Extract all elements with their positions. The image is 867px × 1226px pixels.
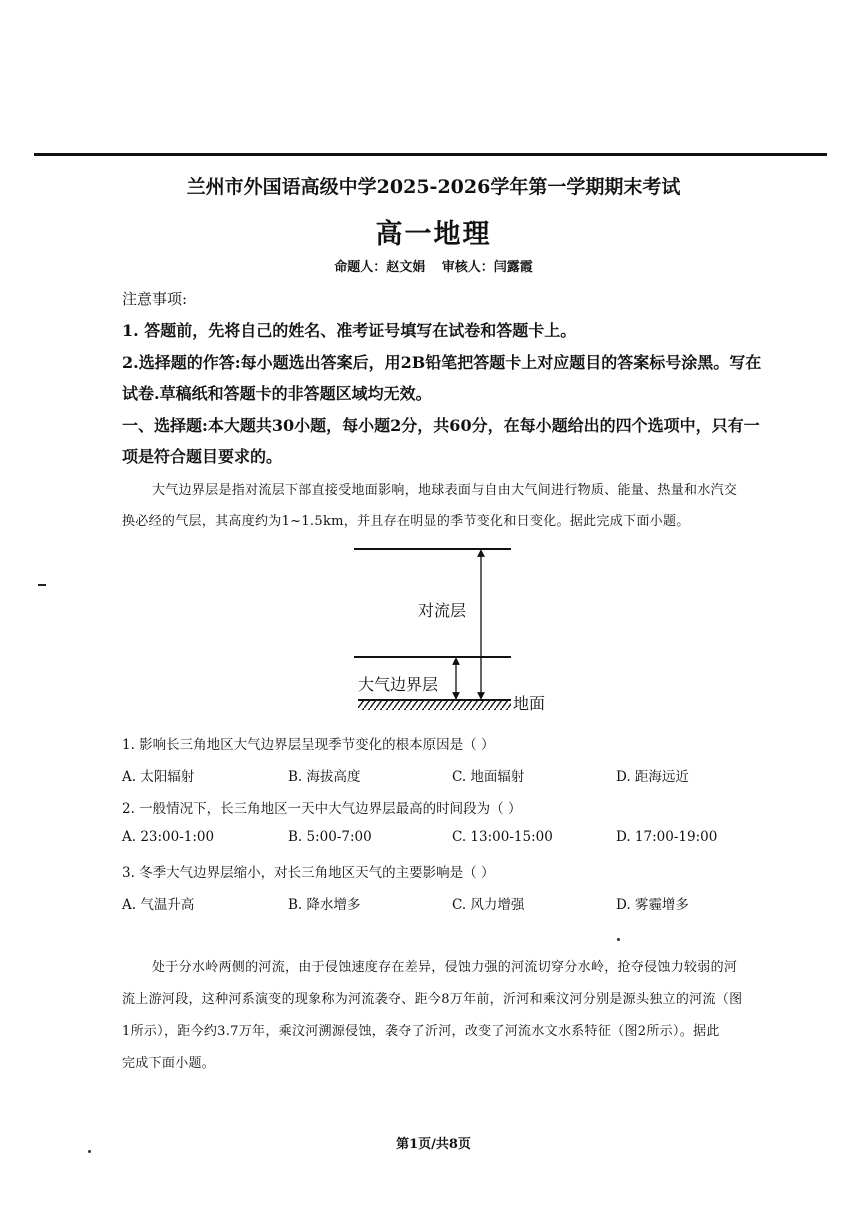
notice-item-2-line2: 试卷.草稿纸和答题卡的非答题区域均无效。 [122, 384, 432, 403]
question-3-option-b: B. 降水增多 [288, 897, 361, 913]
question-1-option-a: A. 太阳辐射 [122, 769, 195, 785]
question-1-stem: 1. 影响长三角地区大气边界层呈现季节变化的根本原因是（ ） [122, 737, 495, 753]
question-2-option-c: C. 13:00-15:00 [452, 829, 553, 845]
header-rule [34, 153, 827, 156]
notice-item-1: 1. 答题前，先将自己的姓名、准考证号填写在试卷和答题卡上。 [122, 321, 577, 340]
question-1-option-b: B. 海拔高度 [288, 769, 361, 785]
question-1-option-c: C. 地面辐射 [452, 769, 525, 785]
question-2-option-b: B. 5:00-7:00 [288, 829, 372, 845]
passage2-line3: 1所示），距今约3.7万年，乘汶河溯源侵蚀，袭夺了沂河，改变了河流水文水系特征（图2所示）。据此 [122, 1024, 720, 1039]
notice-item-2-line1: 2.选择题的作答:每小题选出答案后，用2B铅笔把答题卡上对应题目的答案标号涂黑。写在 [122, 353, 762, 372]
passage2-line4: 完成下面小题。 [122, 1056, 216, 1071]
ground-hatch [358, 701, 511, 710]
question-2-option-d: D. 17:00-19:00 [616, 829, 718, 845]
question-3-stem: 3. 冬季大气边界层缩小，对长三角地区天气的主要影响是（ ） [122, 865, 495, 881]
subject-title: 高一地理 [375, 219, 492, 250]
question-2-stem: 2. 一般情况下，长三角地区一天中大气边界层最高的时间段为（ ） [122, 801, 522, 817]
scan-dot [617, 938, 620, 941]
label-boundary-layer: 大气边界层 [358, 675, 439, 694]
passage2-line1: 处于分水岭两侧的河流，由于侵蚀速度存在差异，侵蚀力强的河流切穿分水岭，抢夺侵蚀力较弱的河 [152, 960, 738, 975]
question-3-option-d: D. 雾霾增多 [616, 897, 689, 913]
question-3-option-a: A. 气温升高 [122, 897, 195, 913]
notice-title: 注意事项: [122, 290, 188, 308]
question-2-option-a: A. 23:00-1:00 [122, 829, 215, 845]
margin-mark [38, 584, 46, 586]
passage1-line2: 换必经的气层，其高度约为1~1.5km，并且存在明显的季节变化和日变化。据此完成下面小题。 [122, 514, 690, 529]
scan-dot-2 [88, 1150, 91, 1153]
question-3-option-c: C. 风力增强 [452, 897, 525, 913]
exam-title: 兰州市外国语高级中学2025-2026学年第一学期期末考试 [186, 176, 681, 198]
section-heading-line1: 一、选择题:本大题共30小题，每小题2分，共60分，在每小题给出的四个选项中，只有一 [122, 416, 760, 435]
passage1-line1: 大气边界层是指对流层下部直接受地面影响，地球表面与自由大气间进行物质、能量、热量和水汽交 [152, 483, 738, 498]
author: 命题人：赵文娟 [334, 260, 426, 275]
passage2-line2: 流上游河段，这种河系演变的现象称为河流袭夺、距今8万年前，沂河和乘汶河分别是源头独立的河流（图 [122, 992, 743, 1007]
reviewer: 审核人：闫露霞 [441, 260, 533, 275]
label-troposphere: 对流层 [418, 601, 467, 620]
question-1-option-d: D. 距海远近 [616, 769, 689, 785]
page-number: 第1页/共8页 [396, 1137, 471, 1152]
author-line [0, 256, 867, 275]
label-ground: 地面 [513, 694, 546, 713]
section-heading-line2: 项是符合题目要求的。 [122, 447, 283, 466]
